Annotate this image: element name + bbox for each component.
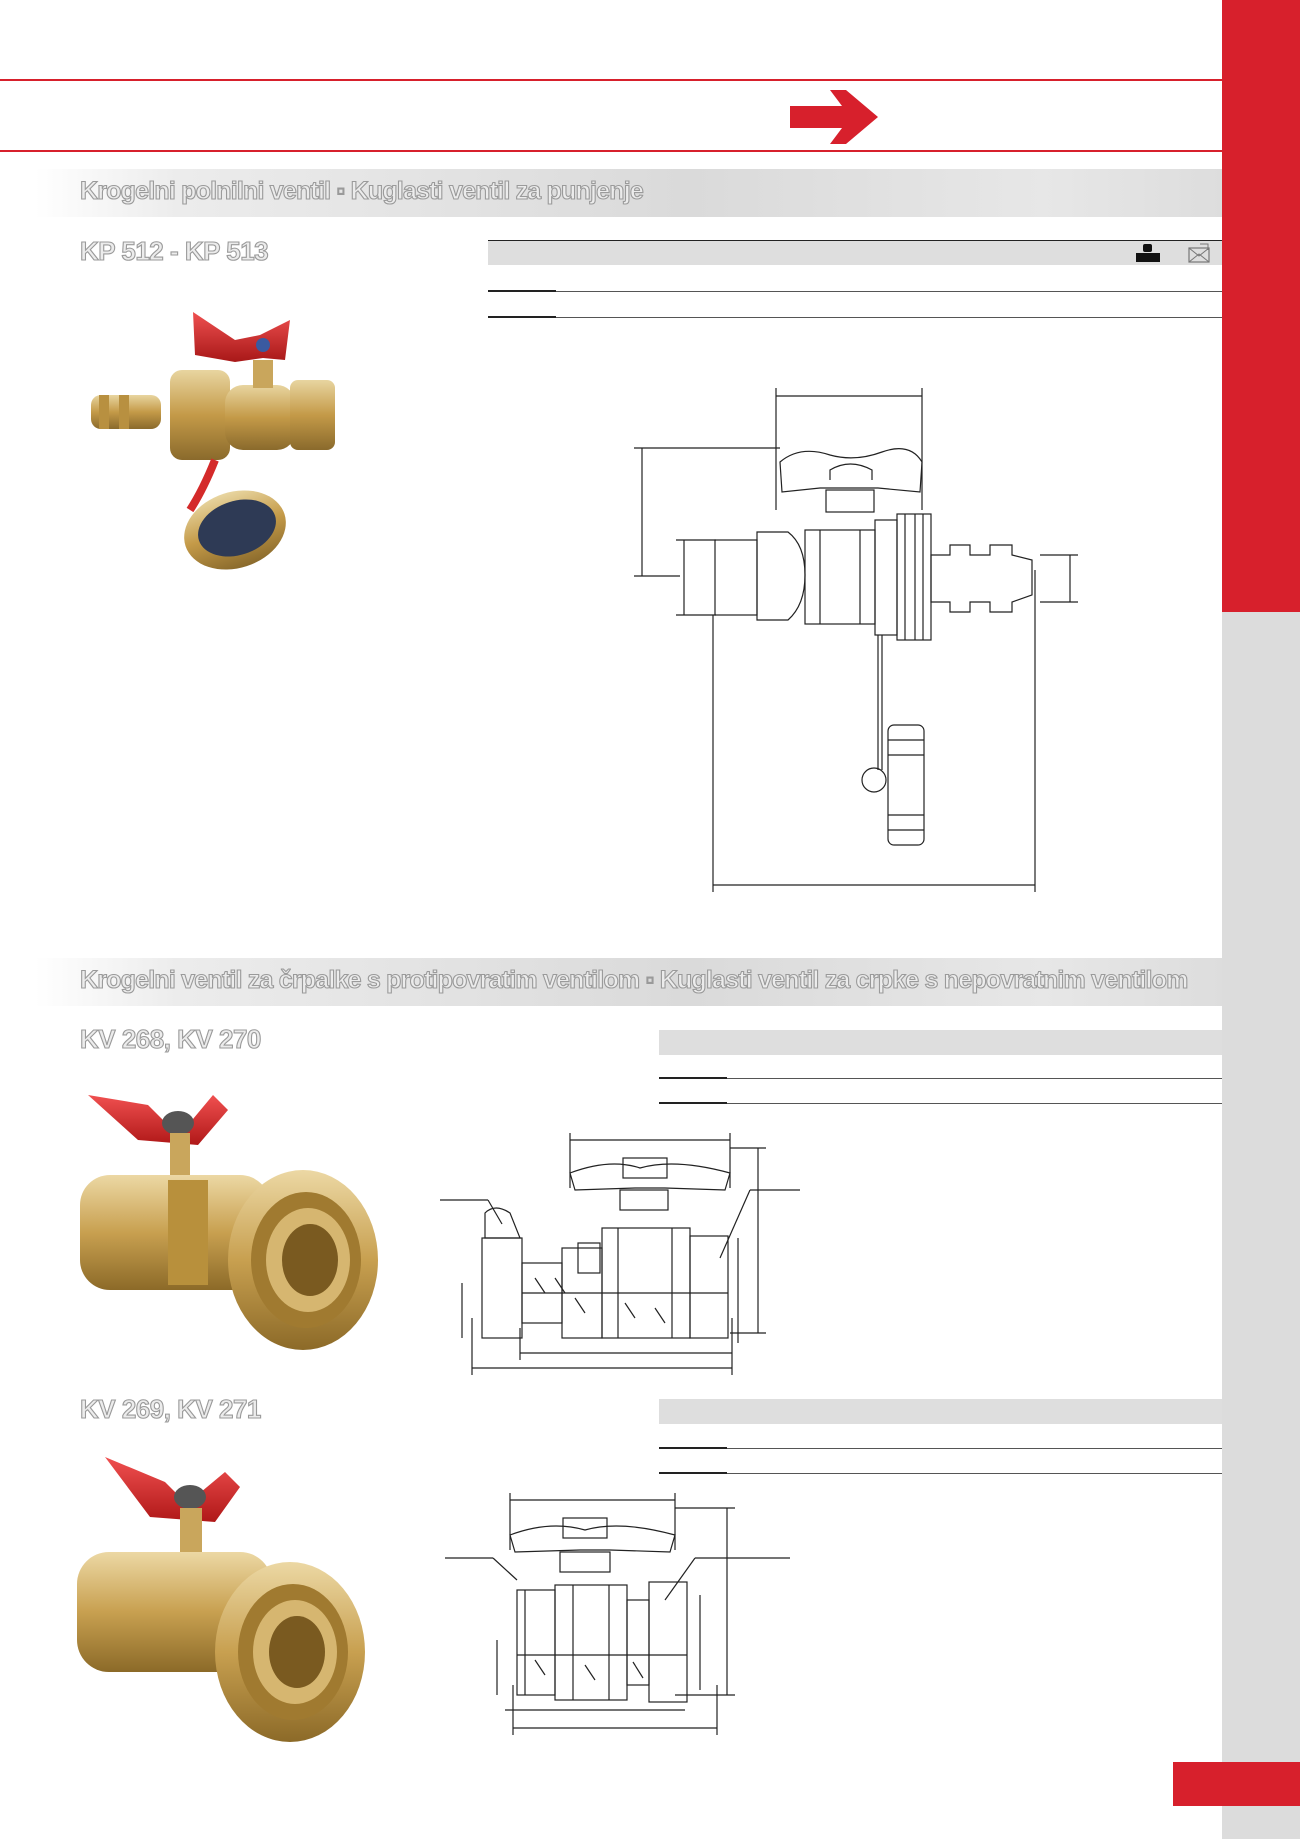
section-title: Krogelni ventil za črpalke s protipovratim ventilom ▫ Kuglasti ventil za crpke s nepovratnim ventilom: [80, 966, 1188, 994]
sidebar-red-block: [1222, 0, 1300, 612]
table-rule: [659, 1448, 1222, 1449]
table-rule: [659, 1473, 1222, 1474]
table-rule: [659, 1078, 1222, 1079]
weight-icon: [1133, 242, 1163, 264]
table-rule: [488, 290, 556, 292]
product-code: KV 268, KV 270: [80, 1024, 261, 1054]
valve-photo: [75, 1452, 370, 1752]
table-header: [488, 241, 1222, 265]
table-header: [659, 1399, 1222, 1424]
table-rule: [488, 316, 556, 318]
right-arrow-icon: [790, 86, 880, 148]
header-top-rule: [0, 79, 1222, 81]
header-bottom-rule: [0, 150, 1222, 152]
section-title: Krogelni polnilni ventil ▫ Kuglasti ventil za punjenje: [80, 177, 643, 205]
table-rule: [659, 1103, 1222, 1104]
table-rule: [659, 1077, 727, 1079]
package-icon: [1186, 242, 1214, 264]
table-rule: [659, 1472, 727, 1474]
table-rule: [659, 1447, 727, 1449]
table-rule: [488, 317, 1222, 318]
table-rule: [488, 240, 1222, 241]
table-header: [659, 1030, 1222, 1055]
product-code: KV 269, KV 271: [80, 1394, 261, 1424]
page-number-tab: [1173, 1762, 1300, 1806]
valve-technical-drawing: [620, 380, 1090, 900]
product-code: KP 512 - KP 513: [80, 236, 269, 266]
valve-technical-drawing: [440, 1128, 810, 1378]
table-rule: [488, 291, 1222, 292]
valve-photo: [85, 300, 385, 580]
valve-photo: [78, 1075, 378, 1385]
table-rule: [659, 1102, 727, 1104]
valve-technical-drawing: [445, 1490, 805, 1740]
